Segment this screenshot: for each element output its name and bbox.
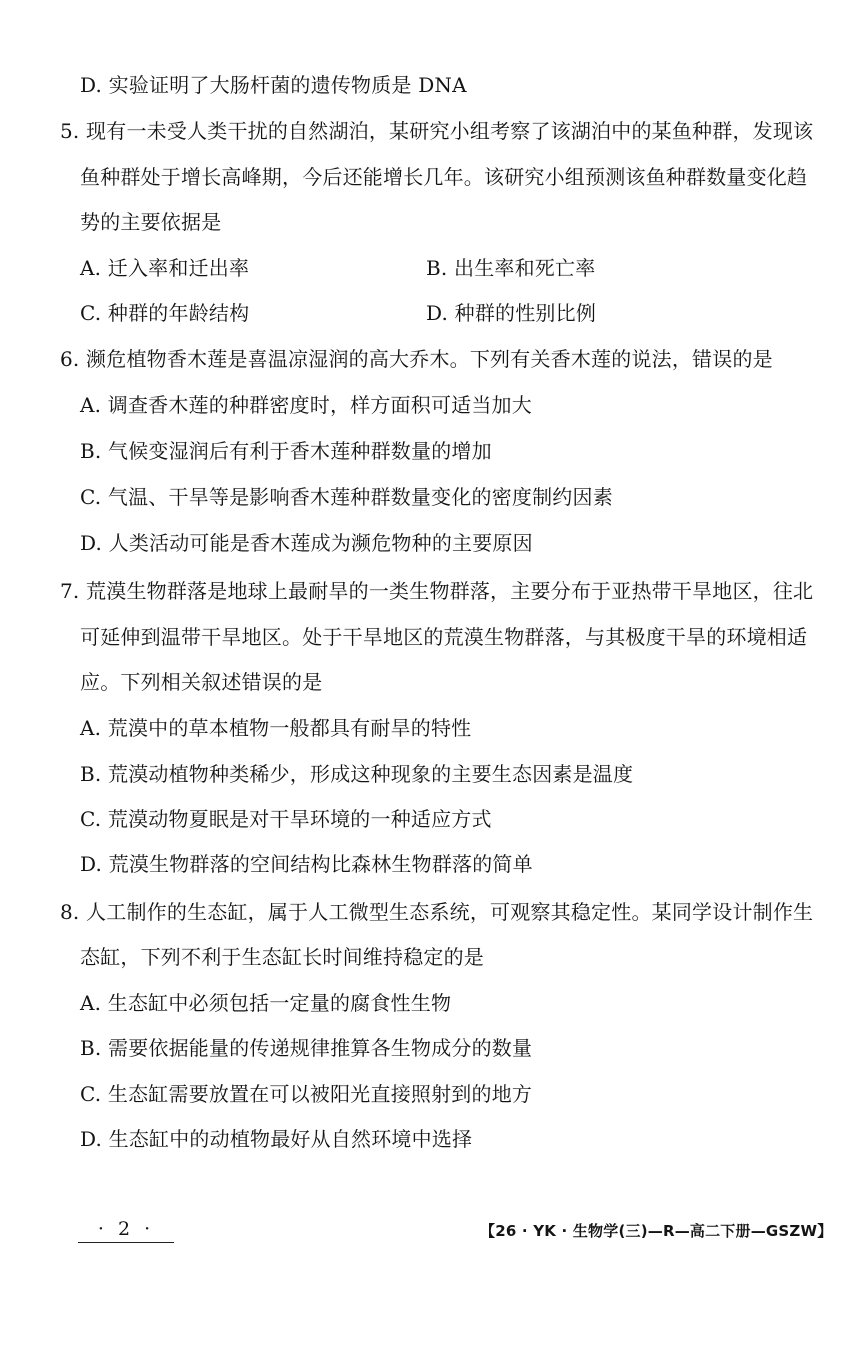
q5-option-b: B. 出生率和死亡率 (426, 256, 596, 280)
q5-stem-line-3: 势的主要依据是 (80, 210, 222, 234)
q7-stem-line-2: 可延伸到温带干旱地区。处于干旱地区的荒漠生物群落，与其极度干旱的环境相适 (80, 625, 808, 649)
q8-stem-line-1: 8. 人工制作的生态缸，属于人工微型生态系统，可观察其稳定性。某同学设计制作生 (60, 900, 814, 924)
q6-option-c: C. 气温、干旱等是影响香木莲种群数量变化的密度制约因素 (80, 485, 613, 509)
q4-option-d: D. 实验证明了大肠杆菌的遗传物质是 DNA (80, 73, 467, 97)
q8-option-c: C. 生态缸需要放置在可以被阳光直接照射到的地方 (80, 1082, 533, 1106)
q5-stem-line-2: 鱼种群处于增长高峰期，今后还能增长几年。该研究小组预测该鱼种群数量变化趋 (80, 165, 808, 189)
q7-option-a: A. 荒漠中的草本植物一般都具有耐旱的特性 (80, 716, 472, 740)
q8-stem-line-2: 态缸，下列不利于生态缸长时间维持稳定的是 (80, 945, 484, 969)
exam-code: 【26 · YK · 生物学(三)—R—高二下册—GSZW】 (480, 1222, 833, 1240)
q8-option-a: A. 生态缸中必须包括一定量的腐食性生物 (80, 991, 452, 1015)
q6-option-b: B. 气候变湿润后有利于香木莲种群数量的增加 (80, 439, 492, 463)
q7-option-c: C. 荒漠动物夏眠是对干旱环境的一种适应方式 (80, 807, 492, 831)
q6-option-a: A. 调查香木莲的种群密度时，样方面积可适当加大 (80, 393, 532, 417)
q5-option-a: A. 迁入率和迁出率 (80, 256, 250, 280)
q6-stem-line-1: 6. 濒危植物香木莲是喜温凉湿润的高大乔木。下列有关香木莲的说法，错误的是 (60, 347, 773, 371)
q7-option-d: D. 荒漠生物群落的空间结构比森林生物群落的简单 (80, 852, 533, 876)
q7-stem-line-1: 7. 荒漠生物群落是地球上最耐旱的一类生物群落，主要分布于亚热带干旱地区，往北 (60, 579, 814, 603)
q7-stem-line-3: 应。下列相关叙述错误的是 (80, 670, 323, 694)
q5-option-c: C. 种群的年龄结构 (80, 301, 250, 325)
q8-option-b: B. 需要依据能量的传递规律推算各生物成分的数量 (80, 1036, 533, 1060)
q6-option-d: D. 人类活动可能是香木莲成为濒危物种的主要原因 (80, 531, 533, 555)
q5-stem-line-1: 5. 现有一未受人类干扰的自然湖泊，某研究小组考察了该湖泊中的某鱼种群，发现该 (60, 119, 814, 143)
page-number: · 2 · (78, 1218, 174, 1243)
q5-option-d: D. 种群的性别比例 (426, 301, 597, 325)
q8-option-d: D. 生态缸中的动植物最好从自然环境中选择 (80, 1127, 473, 1151)
q7-option-b: B. 荒漠动植物种类稀少，形成这种现象的主要生态因素是温度 (80, 762, 634, 786)
